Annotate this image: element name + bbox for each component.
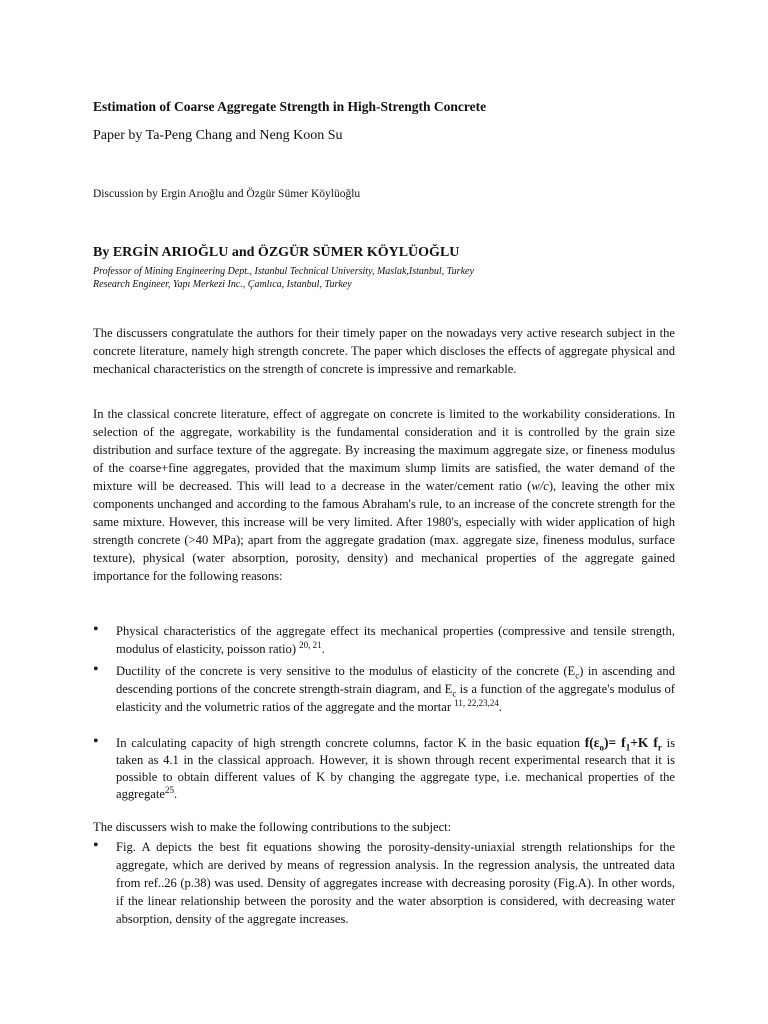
equation: $f(\varepsilon_o)= f_1+K$ $f_r$ [584, 735, 662, 753]
bullet-item-1 [93, 622, 675, 658]
bullet-dot-icon: • [93, 661, 99, 678]
affiliation-1: Professor of Mining Engineering Dept., Istanbul Technical University, Maslak,Istanbul, Turkey [93, 266, 474, 277]
paragraph-1 [93, 324, 675, 378]
bullet-item-4-text: Fig. A depicts the best fit equations showing the porosity-density-uniaxial strength relationships for the aggregate, which are derived by means of regression analysis. In the regression analysis, the untreated data from ref..26 (p.38) was used. Density of aggregates increase with decreasing porosity (Fig.A). In other words, if the linear relationship between the porosity and the water absorption is considered, with decreasing water absorption, density of the aggregate increases. [116, 840, 675, 926]
discussion-line: Discussion by Ergin Arıoğlu and Özgür Sümer Köylüoğlu [93, 188, 361, 200]
paragraph-2 [93, 405, 675, 585]
affiliation-2: Research Engineer, Yapı Merkezi Inc., Çamlıca, Istanbul, Turkey [93, 279, 352, 290]
bullet-dot-icon: • [93, 621, 99, 638]
paragraph-3 [93, 818, 675, 836]
discussers-byline: By ERGİN ARIOĞLU and ÖZGÜR SÜMER KÖYLÜOĞLU [93, 245, 460, 260]
paper-title: Estimation of Coarse Aggregate Strength in High-Strength Concrete [93, 99, 487, 114]
paragraph-1-text: The discussers congratulate the authors for their timely paper on the nowadays very active research subject in the concrete literature, namely high strength concrete. The paper which discloses the effects of aggregate physical and mechanical characteristics on the strength of concrete is impressive and remarkable. [93, 326, 675, 376]
paper-authors-line: Paper by Ta-Peng Chang and Neng Koon Su [93, 128, 343, 143]
bullet-item-2-text: Ductility of the concrete is very sensitive to the modulus of elasticity of the concrete $(E_c)$ in ascending and descending portions of the concrete strength-strain diagram, and $E_c$ is a function of the aggregate's modulus of elasticity and the volumetric ratios of the aggregate and the mortar $^{11, 22,23,24}$. [116, 664, 675, 714]
paragraph-2-text: In the classical concrete literature, effect of aggregate on concrete is limited to the workability considerations. In selection of the aggregate, workability is the fundamental consideration and it is controlled by the grain size distribution and surface texture of the aggregate. By increasing the maximum aggregate size, or fineness modulus of the coarse+fine aggregates, provided that the maximum slump limits are satisfied, the water demand of the mixture will be decreased. This will lead to a decrease in the water/cement ratio (w/c), leaving the other mix components unchanged and according to the famous Abraham's rule, to an increase of the concrete strength for the same mixture. However, this increase will be very limited. After 1980's, especially with wider application of high strength concrete (>40 MPa); apart from the aggregate gradation (max. aggregate size, fineness modulus, surface texture), physical (water absorption, porosity, density) and mechanical properties of the aggregate gained importance for the following reasons: [93, 407, 676, 583]
bullet-item-2 [93, 662, 675, 716]
bullet-item-3-text: In calculating capacity of high strength concrete columns, factor K in the basic equation $f(\varepsilon_o)= f_1+K$ $f_r$ is taken as 4.1 in the classical approach. However, it is shown through recent experimental research that it is possible to obtain different values of K by changing the aggregate type, i.e. mechanical properties of the aggregate$^{25}$. [116, 735, 675, 801]
bullet-dot-icon: • [93, 837, 99, 854]
bullet-dot-icon: • [93, 733, 99, 750]
bullet-item-3 [93, 734, 675, 803]
paragraph-3-text: The discussers wish to make the following contributions to the subject: [93, 820, 452, 834]
bullet-item-4 [93, 838, 675, 928]
bullet-item-1-text: Physical characteristics of the aggregate effect its mechanical properties (compressive and tensile strength, modulus of elasticity, poisson ratio) $^{20, 21}$. [116, 624, 675, 656]
